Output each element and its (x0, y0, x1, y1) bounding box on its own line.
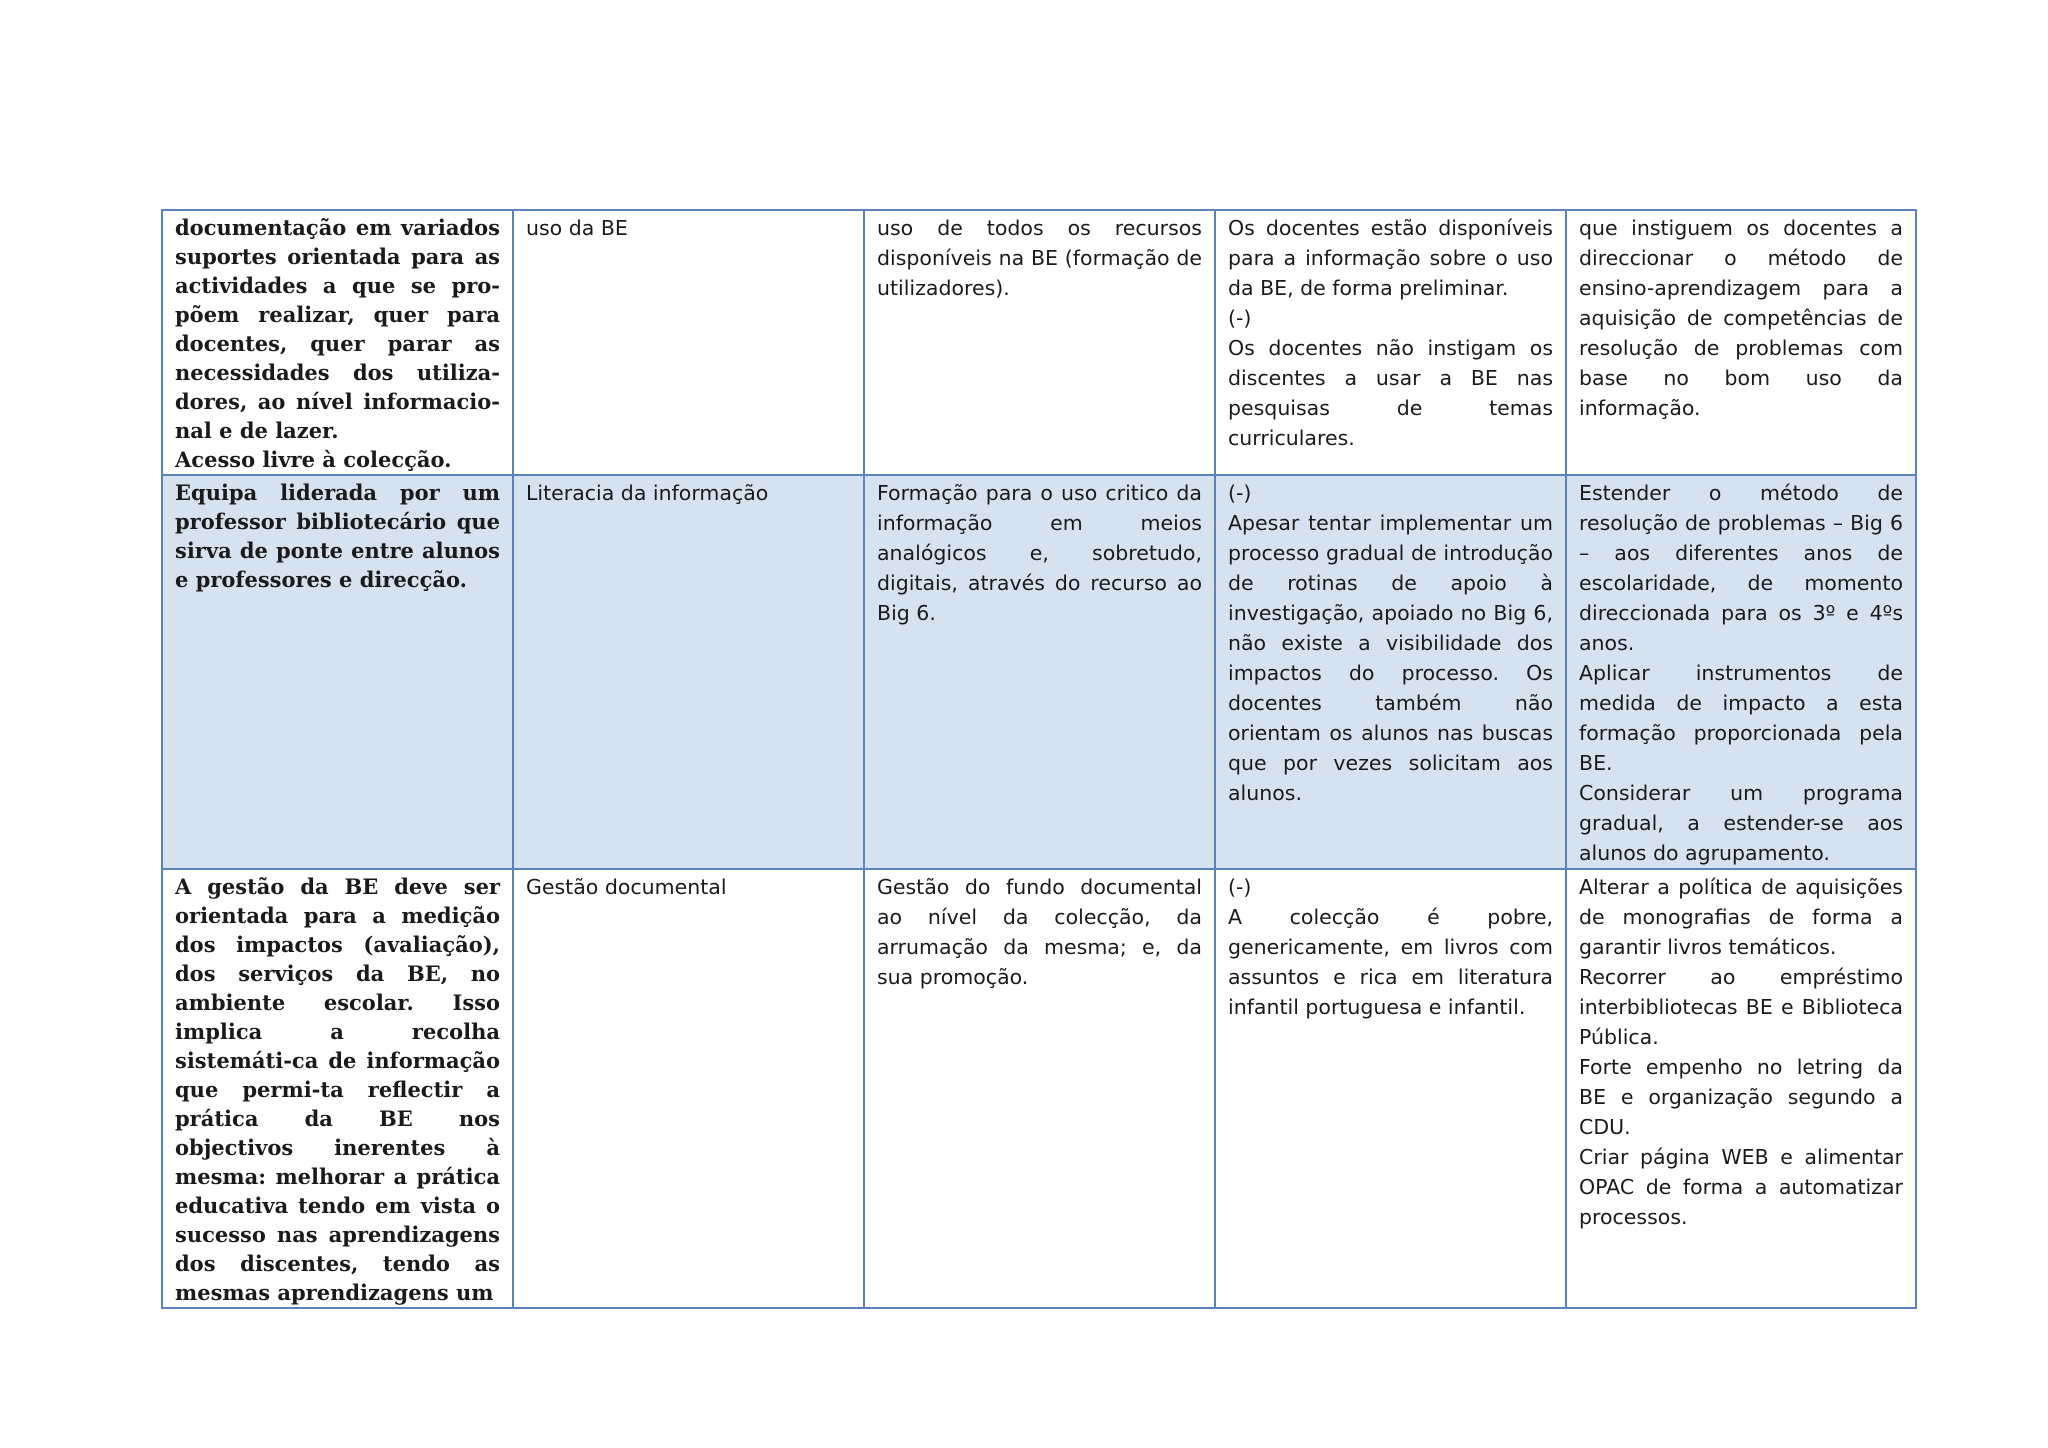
cell-paragraph: Alterar a política de aquisições de monografias de forma a garantir livros temáticos. (1579, 875, 1903, 959)
table-row (162, 210, 1916, 475)
cell-paragraph: Os docentes estão disponíveis para a informação sobre o uso da BE, de forma preliminar. (1228, 216, 1553, 300)
cell-paragraph: Recorrer ao empréstimo interbibliotecas BE e Biblioteca Pública. (1579, 965, 1903, 1049)
actions-cell (1566, 475, 1916, 869)
cell-paragraph: Gestão documental (526, 875, 727, 899)
cell-paragraph: Os docentes não instigam os discentes a usar a BE nas pesquisas de temas curriculares. (1228, 336, 1553, 450)
cell-paragraph: Apesar tentar implementar um processo gradual de introdução de rotinas de apoio à investigação, apoiado no Big 6, não existe a visibilidade dos impactos do processo. Os docentes também não orientam os alunos nas buscas que por vezes solicitam aos alunos. (1228, 511, 1553, 805)
cell-paragraph: Equipa liderada por um professor bibliotecário que sirva de ponte entre alunos e professores e direcção. (175, 480, 500, 592)
cell-paragraph: (-) (1228, 306, 1252, 330)
cell-paragraph: documentação em variados suportes orientada para as actividades a que se pro-põem realizar, quer para docentes, quer parar as necessidades dos utiliza-dores, ao nível informacio-nal e de lazer. (175, 215, 500, 443)
cell-paragraph: que instiguem os docentes a direccionar o método de ensino-aprendizagem para a aquisição de competências de resolução de problemas com base no bom uso da informação. (1579, 216, 1903, 420)
description-cell (864, 475, 1215, 869)
table-row (162, 475, 1916, 869)
cell-paragraph: Forte empenho no letring da BE e organização segundo a CDU. (1579, 1055, 1903, 1139)
cell-paragraph: uso de todos os recursos disponíveis na BE (formação de utilizadores). (877, 216, 1202, 300)
cell-paragraph: Gestão do fundo documental ao nível da colecção, da arrumação da mesma; e, da sua promoção. (877, 875, 1202, 989)
cell-paragraph: A gestão da BE deve ser orientada para a medição dos impactos (avaliação), dos serviços da BE, no ambiente escolar. Isso implica a recolha sistemáti-ca de informação que permi-ta reflectir a prática da BE nos objectivos inerentes à mesma: melhorar a prática educativa tendo em vista o sucesso nas aprendizagens dos discentes, tendo as mesmas aprendizagens um (175, 874, 500, 1305)
description-cell (864, 869, 1215, 1308)
evaluation-table (161, 209, 1917, 1309)
cell-paragraph: (-) (1228, 481, 1252, 505)
principle-cell (162, 869, 513, 1308)
principle-cell (162, 475, 513, 869)
cell-paragraph: (-) (1228, 875, 1252, 899)
area-cell (513, 210, 864, 475)
area-cell (513, 869, 864, 1308)
evaluation-cell (1215, 210, 1566, 475)
evaluation-cell (1215, 869, 1566, 1308)
principle-cell (162, 210, 513, 475)
cell-paragraph: Criar página WEB e alimentar OPAC de forma a automatizar processos. (1579, 1145, 1903, 1229)
area-cell (513, 475, 864, 869)
cell-paragraph: Aplicar instrumentos de medida de impacto a esta formação proporcionada pela BE. (1579, 661, 1903, 775)
description-cell (864, 210, 1215, 475)
evaluation-cell (1215, 475, 1566, 869)
cell-paragraph: Formação para o uso critico da informação em meios analógicos e, sobretudo, digitais, através do recurso ao Big 6. (877, 481, 1202, 625)
cell-paragraph: Literacia da informação (526, 481, 769, 505)
cell-paragraph: uso da BE (526, 216, 628, 240)
cell-paragraph: Considerar um programa gradual, a estender-se aos alunos do agrupamento. (1579, 781, 1903, 865)
actions-cell (1566, 210, 1916, 475)
cell-paragraph: Estender o método de resolução de problemas – Big 6 – aos diferentes anos de escolaridade, de momento direccionada para os 3º e 4ºs anos. (1579, 481, 1903, 655)
table-row (162, 869, 1916, 1308)
cell-paragraph: Acesso livre à colecção. (175, 447, 452, 472)
actions-cell (1566, 869, 1916, 1308)
cell-paragraph: A colecção é pobre, genericamente, em livros com assuntos e rica em literatura infantil portuguesa e infantil. (1228, 905, 1553, 1019)
